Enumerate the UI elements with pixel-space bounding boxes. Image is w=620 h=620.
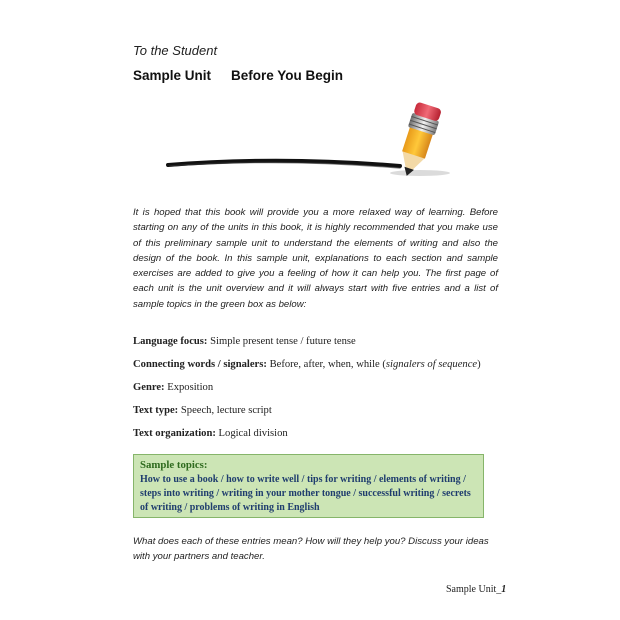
unit-title-row bbox=[133, 68, 343, 83]
sample-topics-list: How to use a book / how to write well / tips for writing / elements of writing / steps into writing / writing in your mother tongue / successful writing / secrets of writing / problems of writing in English bbox=[140, 474, 471, 513]
page-number-label: Sample Unit_ bbox=[446, 584, 502, 595]
entry-label: Language focus: bbox=[133, 336, 208, 347]
entry-label: Text type: bbox=[133, 405, 179, 416]
page-header-title: To the Student bbox=[133, 43, 218, 58]
entry-value: Logical division bbox=[218, 428, 288, 439]
entry-text-type bbox=[133, 405, 272, 416]
entry-suffix: ) bbox=[477, 359, 481, 370]
entry-value: Exposition bbox=[167, 382, 214, 393]
entry-note: signalers of sequence bbox=[385, 359, 478, 370]
entry-value: Simple present tense / future tense bbox=[210, 336, 356, 347]
intro-paragraph: It is hoped that this book will provide you a more relaxed way of learning. Before starting on any of the units in this book, it is highly recommended that you make use of this preliminary sample unit to understand the elements of writing and also the design of the book. In this sample unit, explanations to each section and sample exercises are added to give you a feeling of how it can help you. The first page of each unit is the unit overview and it will always start with five entries and a list of sample topics in the green box as below: bbox=[133, 207, 498, 310]
page-number-value: 1 bbox=[501, 584, 507, 595]
entry-language-focus bbox=[133, 336, 356, 347]
pencil-icon bbox=[160, 100, 460, 185]
entry-text-organization bbox=[133, 428, 288, 439]
entry-label: Connecting words / signalers: bbox=[133, 359, 267, 370]
unit-section-title: Before You Begin bbox=[231, 68, 344, 83]
entry-connecting-words bbox=[133, 359, 481, 370]
entry-value: Before, after, when, while ( bbox=[269, 359, 386, 370]
entry-genre bbox=[133, 382, 213, 393]
entry-label: Genre: bbox=[133, 382, 165, 393]
unit-label: Sample Unit bbox=[133, 68, 212, 83]
entry-value: Speech, lecture script bbox=[180, 405, 272, 416]
page-number bbox=[446, 584, 506, 595]
sample-topics-heading: Sample topics: bbox=[140, 459, 208, 471]
entry-label: Text organization: bbox=[133, 428, 216, 439]
sample-topics-box bbox=[133, 454, 484, 518]
closing-question: What does each of these entries mean? How will they help you? Discuss your ideas with your partners and teacher. bbox=[133, 536, 489, 563]
